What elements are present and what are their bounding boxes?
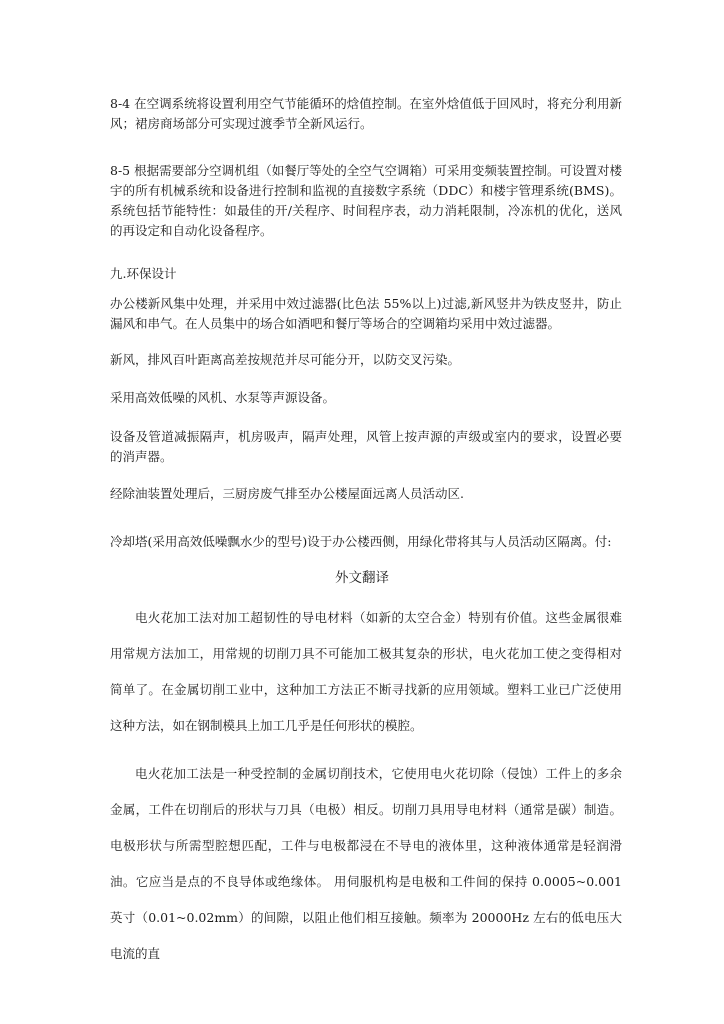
translation-title: 外文翻译 <box>335 570 389 586</box>
paragraph-env-3: 采用高效低噪的风机、水泵等声源设备。 <box>110 390 336 405</box>
translation-paragraph-2: 电火花加工法是一种受控制的金属切削技术，它使用电火花切除（侵蚀）工件上的多余金属，工件在切削后的形状与刀具（电极）相反。切削刀具用导电材料（通常是碳）制造。电极形状与所需型腔想匹配，工件与电极都浸在不导电的液体里，这种液体通常是轻润滑油。它应当是点的不良导体或绝缘体。 用伺服机构是电极和工件间的保持 0.0005~0.001 英寸（0.01~0.02mm）的间隙，以阻止他们相互接触。频率为 20000Hz 左右的低电压大电流的直 <box>110 766 622 961</box>
paragraph-8-5: 8-5 根据需要部分空调机组（如餐厅等处的全空气空调箱）可采用变频装置控制。可设置对楼宇的所有机械系统和设备进行控制和监视的直接数字系统（DDC）和楼宇管理系统(BMS)。系统包括节能特性：如最佳的开/关程序、时间程序表，动力消耗限制，冷冻机的优化，送风的再设定和自动化设备程序。 <box>110 163 622 238</box>
paragraph-env-2: 新风，排风百叶距离高差按规范并尽可能分开，以防交叉污染。 <box>110 352 461 367</box>
paragraph-env-6: 冷却塔(采用高效低噪飘水少的型号)设于办公楼西侧，用绿化带将其与人员活动区隔离。付: <box>110 534 612 549</box>
paragraph-env-1: 办公楼新风集中处理，并采用中效过滤器(比色法 55%以上)过滤,新风竖井为铁皮竖井，防止漏风和串气。在人员集中的场合如酒吧和餐厅等场合的空调箱均采用中效过滤器。 <box>110 296 622 331</box>
paragraph-8-4: 8-4 在空调系统将设置利用空气节能循环的焓值控制。在室外焓值低于回风时，将充分利用新风；裙房商场部分可实现过渡季节全新风运行。 <box>110 96 622 131</box>
paragraph-env-4: 设备及管道减振隔声，机房吸声，隔声处理，风管上按声源的声级或室内的要求，设置必要的消声器。 <box>110 429 622 464</box>
section-9-heading: 九.环保设计 <box>110 266 177 281</box>
translation-paragraph-1: 电火花加工法对加工超韧性的导电材料（如新的太空合金）特别有价值。这些金属很难用常规方法加工，用常规的切削刀具不可能加工极其复杂的形状，电火花加工使之变得相对简单了。在金属切削工业中，这种加工方法正不断寻找新的应用领域。塑料工业已广泛使用这种方法，如在钢制模具上加工几乎是任何形状的模腔。 <box>110 610 622 733</box>
paragraph-env-5: 经除油装置处理后，三厨房废气排至办公楼屋面远离人员活动区. <box>110 486 464 501</box>
